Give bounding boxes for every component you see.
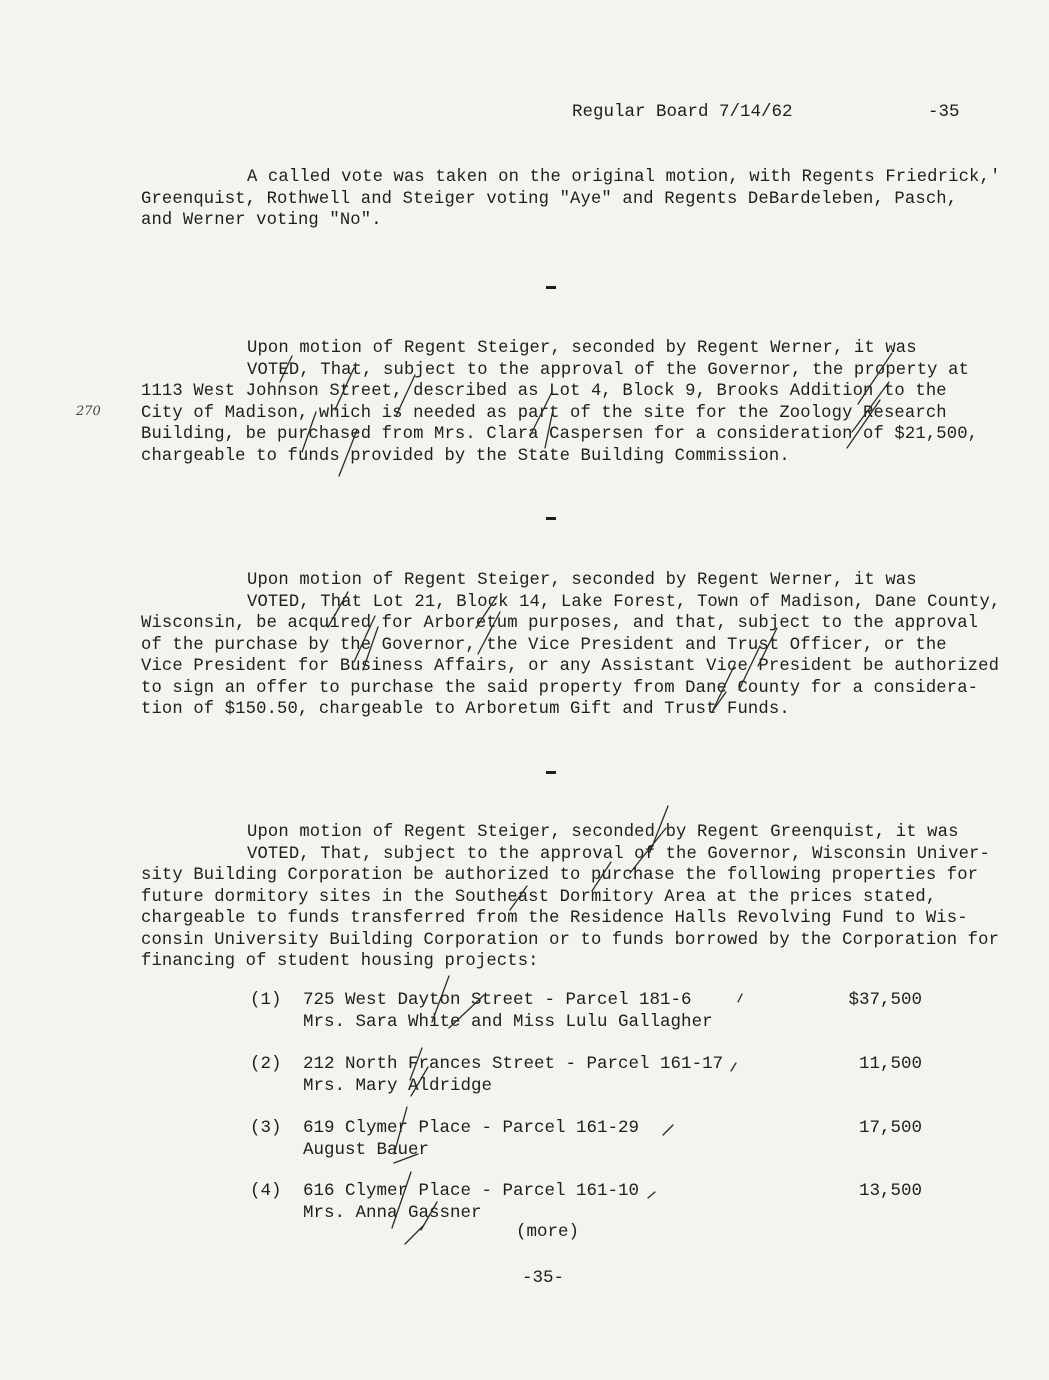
header-title: Regular Board 7/14/62 (572, 102, 793, 122)
text-line: of the purchase by the Governor, the Vice President and Trust Officer, or the (141, 635, 947, 655)
text-line: VOTED, That Lot 21, Block 14, Lake Forest, Town of Madison, Dane County, (247, 592, 1001, 612)
paragraph-arboretum-lot (141, 570, 1000, 721)
text-line: Upon motion of Regent Steiger, seconded by Regent Werner, it was (247, 339, 917, 358)
item-owner: Mrs. Mary Aldridge (303, 1076, 493, 1096)
item-number: (2) (250, 1054, 282, 1074)
paragraph-called-vote (141, 167, 1000, 232)
text-line: to sign an offer to purchase the said property from Dane County for a considera- (141, 678, 979, 698)
item-owner: Mrs. Sara White and Miss Lulu Gallagher (303, 1012, 713, 1032)
paragraph-dormitory-sites (141, 822, 999, 973)
text-line: Upon motion of Regent Steiger, seconded by Regent Greenquist, it was (247, 823, 959, 842)
item-price: 17,500 (858, 1118, 922, 1138)
item-owner: Mrs. Anna Gassner (303, 1203, 482, 1223)
text-line: Greenquist, Rothwell and Steiger voting "Aye" and Regents DeBardeleben, Pasch, (141, 189, 958, 209)
margin-note: 270 (76, 404, 101, 419)
text-line: financing of student housing projects: (141, 952, 539, 971)
item-address: 619 Clymer Place - Parcel 161-29 (303, 1118, 640, 1138)
section-divider (546, 771, 556, 774)
footer-page-number: -35- (522, 1268, 565, 1288)
item-price: 11,500 (858, 1054, 922, 1074)
text-line: and Werner voting "No". (141, 211, 382, 230)
paragraph-johnson-street (141, 338, 978, 467)
text-line: Vice President for Business Affairs, or any Assistant Vice President be authorized (141, 657, 1000, 676)
text-line: 1113 West Johnson Street, described as Lot 4, Block 9, Brooks Addition to the (141, 382, 947, 401)
text-line: VOTED, That, subject to the approval of the Governor, Wisconsin Univer- (247, 844, 990, 864)
header-page-number: -35 (928, 102, 960, 122)
text-line: A called vote was taken on the original motion, with Regents Friedrick,' (247, 168, 1001, 187)
text-line: Wisconsin, be acquired for Arboretum purposes, and that, subject to the approval (141, 614, 979, 633)
item-address: 725 West Dayton Street - Parcel 181-6 (303, 990, 692, 1010)
item-address: 616 Clymer Place - Parcel 161-10 (303, 1181, 640, 1201)
item-number: (4) (250, 1181, 282, 1201)
text-line: consin University Building Corporation or to funds borrowed by the Corporation for (141, 930, 1000, 950)
item-address: 212 North Frances Street - Parcel 161-17 (303, 1054, 724, 1074)
text-line: tion of $150.50, chargeable to Arboretum Gift and Trust Funds. (141, 700, 790, 719)
text-line: Building, be purchased from Mrs. Clara Caspersen for a consideration of $21,500, (141, 425, 979, 444)
text-line: chargeable to funds provided by the State Building Commission. (141, 446, 790, 466)
continued-label: (more) (516, 1222, 580, 1242)
item-number: (3) (250, 1118, 282, 1138)
section-divider (546, 286, 556, 289)
text-line: future dormitory sites in the Southeast Dormitory Area at the prices stated, (141, 887, 937, 907)
section-divider (546, 517, 556, 520)
text-line: City of Madison, which is needed as part of the site for the Zoology Research (141, 403, 947, 423)
text-line: Upon motion of Regent Steiger, seconded by Regent Werner, it was (247, 571, 917, 590)
item-number: (1) (250, 990, 282, 1010)
text-line: VOTED, That, subject to the approval of the Governor, the property at (247, 360, 970, 380)
item-owner: August Bauer (303, 1140, 430, 1160)
item-price: 13,500 (858, 1181, 922, 1201)
text-line: sity Building Corporation be authorized to purchase the following properties for (141, 866, 979, 885)
item-price: $37,500 (848, 990, 922, 1010)
text-line: chargeable to funds transferred from the Residence Halls Revolving Fund to Wis- (141, 909, 968, 928)
